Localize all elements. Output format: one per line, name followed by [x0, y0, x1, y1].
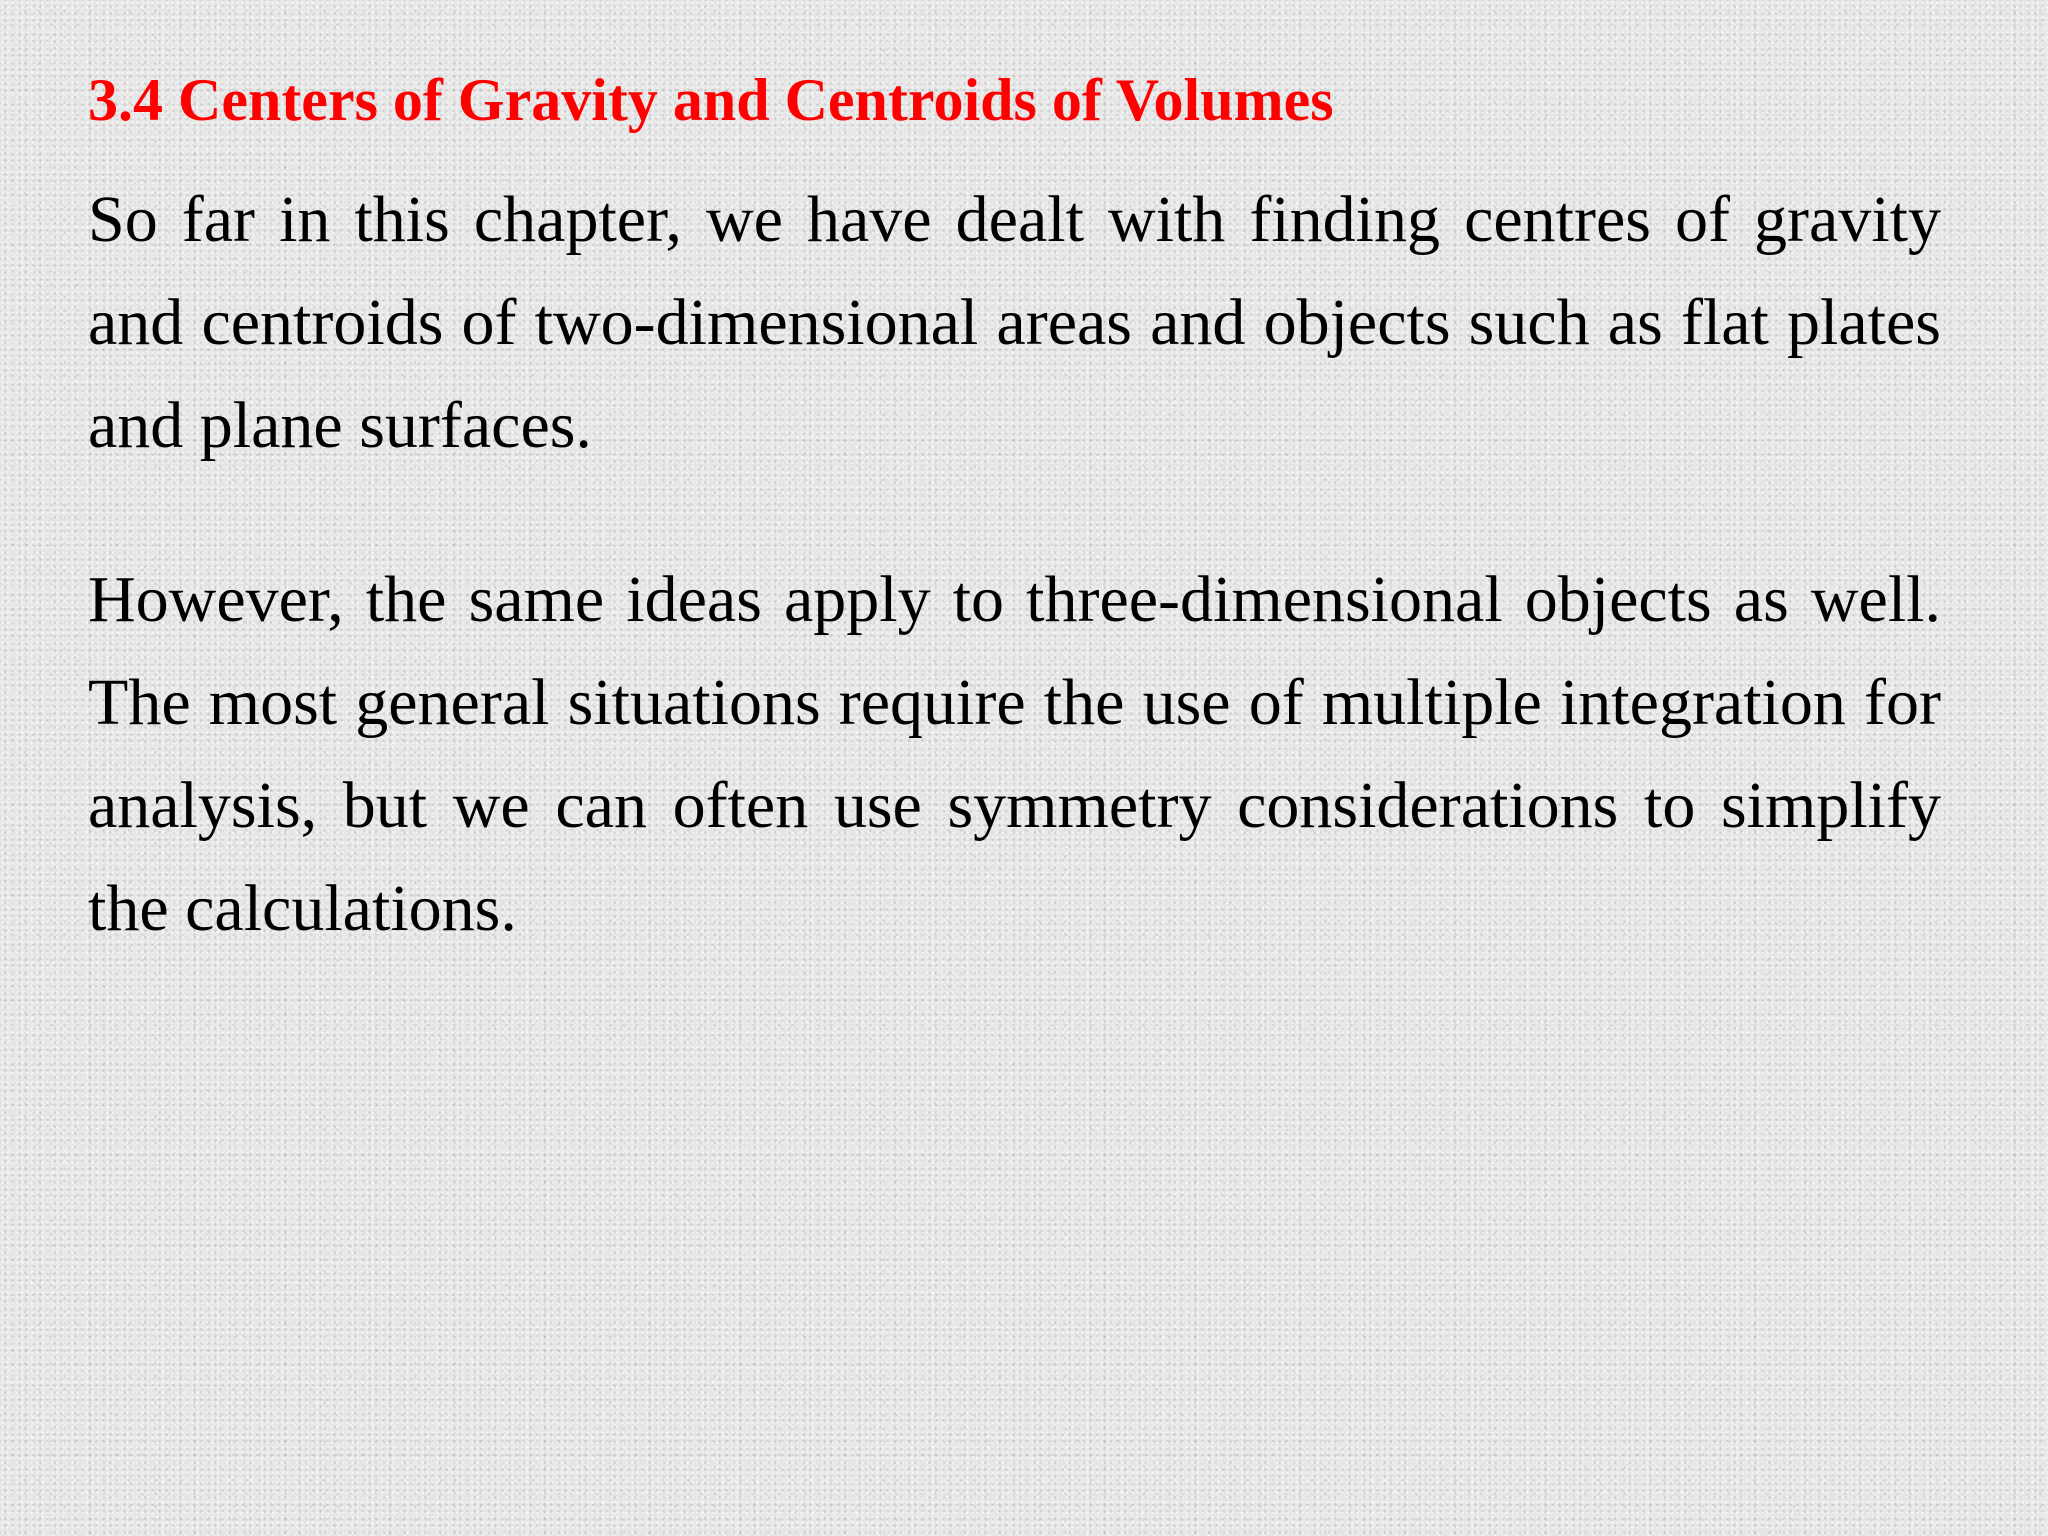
paragraph-three-dimensional: However, the same ideas apply to three-dimensional objects as well. The most general situations require the use of multiple integration for analysis, but we can often use symmetry considerations to simplify the calculations.	[88, 563, 1941, 945]
paragraph-two-dimensional: So far in this chapter, we have dealt with finding centres of gravity and centroids of two-dimensional areas and objects such as flat plates and plane surfaces.	[88, 183, 1941, 462]
slide-title: 3.4 Centers of Gravity and Centroids of Volumes	[88, 67, 1334, 133]
